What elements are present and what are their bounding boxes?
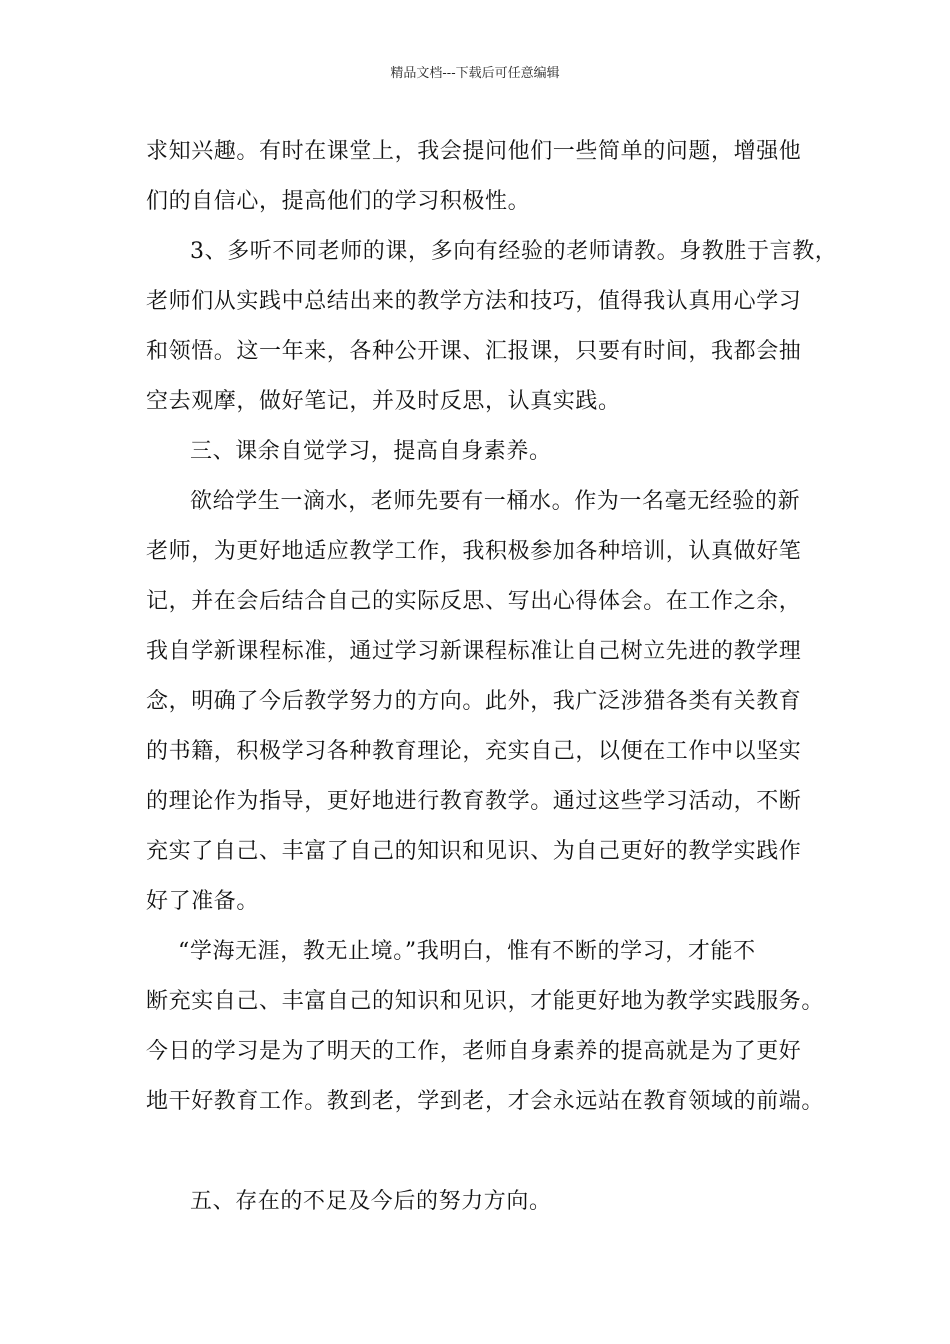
text-line: 地干好教育工作。教到老，学到老，才会永远站在教育领域的前端。 <box>146 1089 825 1114</box>
page-header: 精品文档---下载后可任意编辑 <box>390 66 560 81</box>
text-line: 的书籍，积极学习各种教育理论，充实自己，以便在工作中以坚实 <box>146 739 802 764</box>
text-line: 今日的学习是为了明天的工作，老师自身素养的提高就是为了更好 <box>146 1039 802 1064</box>
text-line: 欲给学生一滴水，老师先要有一桶水。作为一名毫无经验的新 <box>190 489 801 514</box>
text-line: 老师们从实践中总结出来的教学方法和技巧，值得我认真用心学习 <box>146 289 802 314</box>
text-line: 断充实自己、丰富自己的知识和见识，才能更好地为教学实践服务。 <box>146 989 825 1014</box>
section-heading: 五、存在的不足及今后的努力方向。 <box>190 1189 552 1214</box>
text-line: 充实了自己、丰富了自己的知识和见识、为自己更好的教学实践作 <box>146 839 802 864</box>
text-line: 记，并在会后结合自己的实际反思、写出心得体会。在工作之余， <box>146 589 802 614</box>
text-line: 好了准备。 <box>146 889 260 914</box>
text-line: 们的自信心，提高他们的学习积极性。 <box>146 189 531 214</box>
text-line: 求知兴趣。有时在课堂上，我会提问他们一些简单的问题，增强他 <box>146 139 802 164</box>
text-line: 3、多听不同老师的课，多向有经验的老师请教。身教胜于言教， <box>190 239 838 264</box>
text-line: 的理论作为指导，更好地进行教育教学。通过这些学习活动，不断 <box>146 789 802 814</box>
text-line: 老师，为更好地适应教学工作，我积极参加各种培训，认真做好笔 <box>146 539 802 564</box>
text-line: 空去观摩，做好笔记，并及时反思，认真实践。 <box>146 389 621 414</box>
section-heading: 三、课余自觉学习，提高自身素养。 <box>190 439 552 464</box>
text-line: “学海无涯，教无止境。”我明白，惟有不断的学习，才能不 <box>178 939 756 964</box>
text-line: 和领悟。这一年来，各种公开课、汇报课，只要有时间，我都会抽 <box>146 339 802 364</box>
text-line: 我自学新课程标准，通过学习新课程标准让自己树立先进的教学理 <box>146 639 802 664</box>
text-line: 念，明确了今后教学努力的方向。此外，我广泛涉猎各类有关教育 <box>146 689 802 714</box>
